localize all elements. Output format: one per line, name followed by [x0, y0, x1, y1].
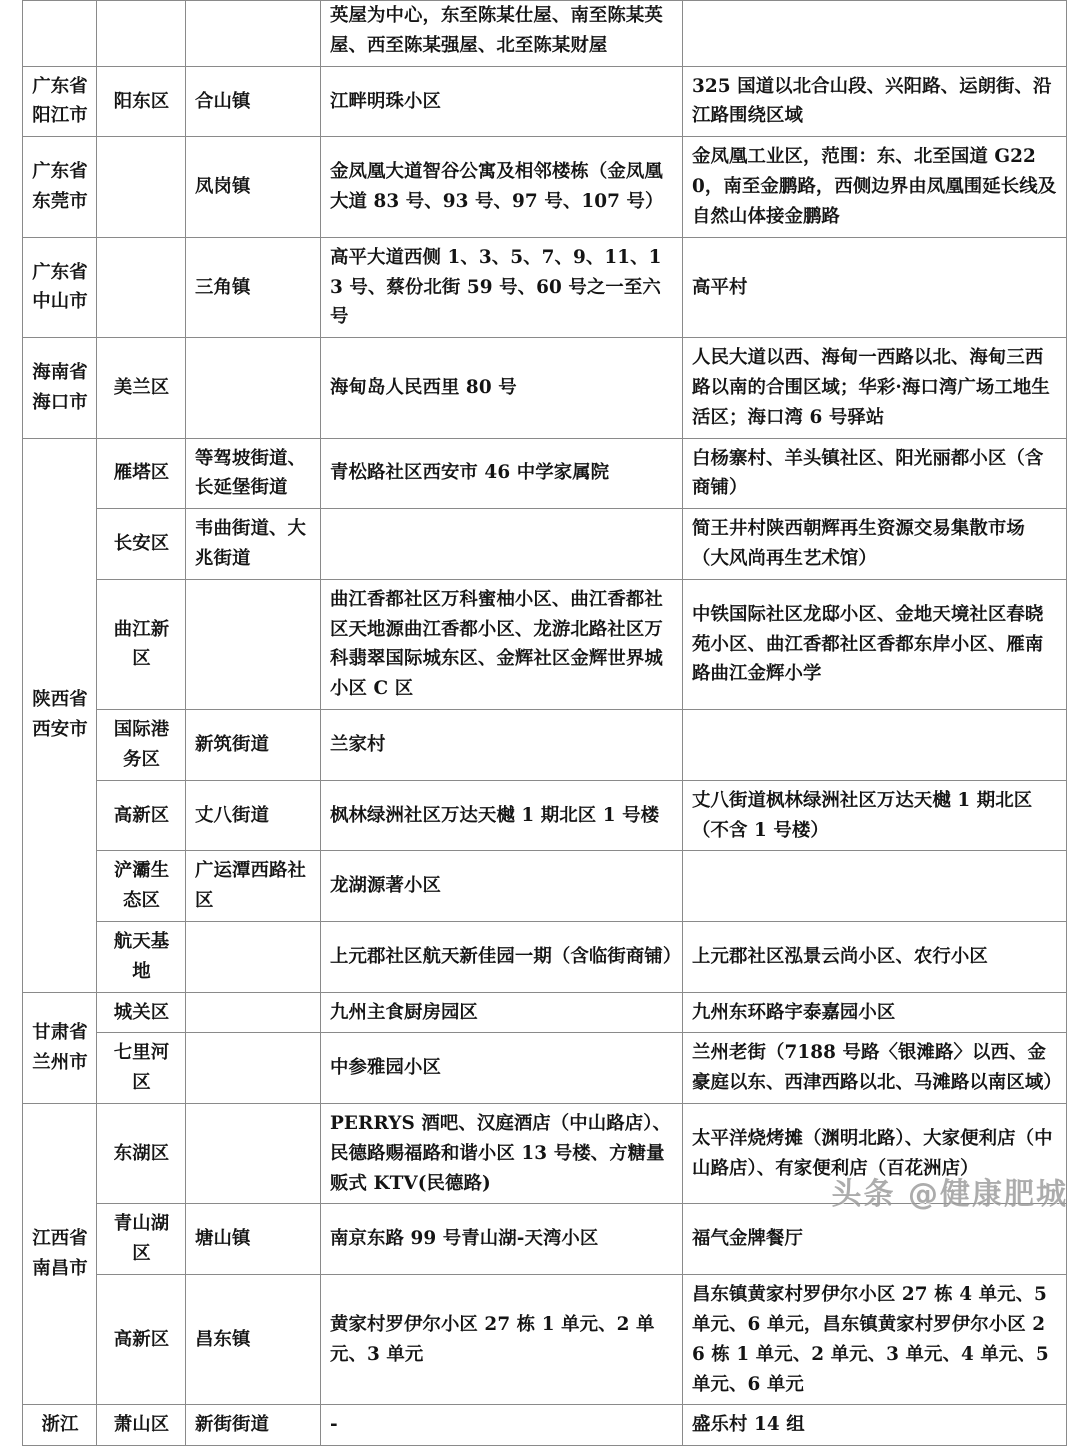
cell-province: 广东省中山市: [23, 237, 97, 337]
cell-street: [186, 992, 321, 1033]
cell-low-risk: 福气金牌餐厅: [683, 1204, 1067, 1275]
cell-district: 美兰区: [97, 338, 186, 438]
cell-high-risk: 龙湖源著小区: [321, 851, 683, 922]
cell-province: 甘肃省兰州市: [23, 992, 97, 1103]
table-row: [23, 710, 1067, 781]
cell-street: 三角镇: [186, 237, 321, 337]
cell-district: 浐灞生态区: [97, 851, 186, 922]
cell-low-risk: 人民大道以西、海甸一西路以北、海甸三西路以南的合围区域；华彩·海口湾广场工地生活区；海口湾 6 号驿站: [683, 338, 1067, 438]
cell-low-risk: 中铁国际社区龙邸小区、金地天境社区春晓苑小区、曲江香都社区香都东岸小区、雁南路曲江金辉小学: [683, 579, 1067, 709]
table-row: [23, 780, 1067, 851]
cell-low-risk: 325 国道以北合山段、兴阳路、运朗街、沿江路围绕区域: [683, 66, 1067, 137]
cell-street: 韦曲街道、大兆街道: [186, 509, 321, 580]
table-row: [23, 1275, 1067, 1405]
cell-district: 航天基地: [97, 921, 186, 992]
cell-low-risk: 昌东镇黄家村罗伊尔小区 27 栋 4 单元、5 单元、6 单元，昌东镇黄家村罗伊尔小区 26 栋 1 单元、2 单元、3 单元、4 单元、5 单元、6 单元: [683, 1275, 1067, 1405]
cell-district: 曲江新区: [97, 579, 186, 709]
cell-district: 长安区: [97, 509, 186, 580]
table-row: [23, 237, 1067, 337]
cell-low-risk: 盛乐村 14 组: [683, 1405, 1067, 1446]
cell-province: 广东省东莞市: [23, 137, 97, 237]
watermark: 头条 @健康肥城: [831, 1177, 1068, 1212]
cell-street: 塘山镇: [186, 1204, 321, 1275]
table-row: [23, 851, 1067, 922]
cell-street: [186, 1033, 321, 1104]
table-row: [23, 137, 1067, 237]
cell-high-risk: 海甸岛人民西里 80 号: [321, 338, 683, 438]
table-row: [23, 1033, 1067, 1104]
table-row: [23, 338, 1067, 438]
cell-high-risk: PERRYS 酒吧、汉庭酒店（中山路店）、民德路赐福路和谐小区 13 号楼、方糖量贩式 KTV(民德路): [321, 1104, 683, 1204]
cell-high-risk: 青松路社区西安市 46 中学家属院: [321, 438, 683, 509]
cell-street: [186, 921, 321, 992]
cell-district: 萧山区: [97, 1405, 186, 1446]
table-row: [23, 66, 1067, 137]
table-row: [23, 992, 1067, 1033]
cell-low-risk: 兰州老街（7188 号路〈银滩路〉以西、金豪庭以东、西津西路以北、马滩路以南区域）: [683, 1033, 1067, 1104]
cell-high-risk: 中参雅园小区: [321, 1033, 683, 1104]
cell-low-risk: 白杨寨村、羊头镇社区、阳光丽都小区（含商铺）: [683, 438, 1067, 509]
cell-high-risk: [321, 509, 683, 580]
cell-street: 等驾坡街道、长延堡街道: [186, 438, 321, 509]
cell-low-risk: 高平村: [683, 237, 1067, 337]
cell-low-risk: 丈八街道枫林绿洲社区万达天樾 1 期北区（不含 1 号楼）: [683, 780, 1067, 851]
cell-district: [97, 1, 186, 67]
cell-low-risk: 简王井村陕西朝辉再生资源交易集散市场（大风尚再生艺术馆）: [683, 509, 1067, 580]
cell-high-risk: 南京东路 99 号青山湖-天湾小区: [321, 1204, 683, 1275]
cell-low-risk: [683, 710, 1067, 781]
table-row: [23, 921, 1067, 992]
table-row: [23, 579, 1067, 709]
cell-street: 合山镇: [186, 66, 321, 137]
cell-district: 阳东区: [97, 66, 186, 137]
cell-province: 海南省海口市: [23, 338, 97, 438]
table-row: [23, 509, 1067, 580]
risk-area-table: [22, 0, 1067, 1446]
cell-low-risk: 太平洋烧烤摊（渊明北路）、大家便利店（中山路店）、有家便利店（百花洲店）: [683, 1104, 1067, 1204]
cell-street: [186, 579, 321, 709]
cell-district: 青山湖区: [97, 1204, 186, 1275]
cell-low-risk: 金凤凰工业区，范围：东、北至国道 G220，南至金鹏路，西侧边界由凤凰围延长线及自然山体接金鹏路: [683, 137, 1067, 237]
table-body: [23, 1, 1067, 1446]
cell-district: [97, 137, 186, 237]
cell-street: 丈八街道: [186, 780, 321, 851]
cell-high-risk: 兰家村: [321, 710, 683, 781]
cell-street: [186, 1, 321, 67]
cell-high-risk: 上元郡社区航天新佳园一期（含临街商铺）: [321, 921, 683, 992]
cell-province: 广东省阳江市: [23, 66, 97, 137]
cell-high-risk: 枫林绿洲社区万达天樾 1 期北区 1 号楼: [321, 780, 683, 851]
cell-province: 陕西省西安市: [23, 438, 97, 992]
cell-high-risk: 九州主食厨房园区: [321, 992, 683, 1033]
cell-district: 东湖区: [97, 1104, 186, 1204]
cell-street: [186, 338, 321, 438]
cell-district: 国际港务区: [97, 710, 186, 781]
table-row: [23, 1405, 1067, 1446]
cell-low-risk: [683, 1, 1067, 67]
cell-district: [97, 237, 186, 337]
cell-province: 浙江: [23, 1405, 97, 1446]
cell-low-risk: 上元郡社区泓景云尚小区、农行小区: [683, 921, 1067, 992]
cell-district: 城关区: [97, 992, 186, 1033]
cell-street: 昌东镇: [186, 1275, 321, 1405]
risk-area-sheet: [22, 0, 1066, 1446]
cell-province: [23, 1, 97, 67]
cell-high-risk: -: [321, 1405, 683, 1446]
cell-low-risk: [683, 851, 1067, 922]
table-row: [23, 1104, 1067, 1204]
cell-street: 广运潭西路社区: [186, 851, 321, 922]
cell-high-risk: 英屋为中心，东至陈某仕屋、南至陈某英屋、西至陈某强屋、北至陈某财屋: [321, 1, 683, 67]
table-row: [23, 1204, 1067, 1275]
cell-high-risk: 金凤凰大道智谷公寓及相邻楼栋（金凤凰大道 83 号、93 号、97 号、107 号）: [321, 137, 683, 237]
cell-street: 新街街道: [186, 1405, 321, 1446]
cell-street: 新筑街道: [186, 710, 321, 781]
table-row: [23, 438, 1067, 509]
cell-district: 高新区: [97, 1275, 186, 1405]
cell-province: 江西省南昌市: [23, 1104, 97, 1405]
cell-district: 雁塔区: [97, 438, 186, 509]
cell-district: 高新区: [97, 780, 186, 851]
cell-street: 凤岗镇: [186, 137, 321, 237]
cell-street: [186, 1104, 321, 1204]
cell-district: 七里河区: [97, 1033, 186, 1104]
cell-high-risk: 黄家村罗伊尔小区 27 栋 1 单元、2 单元、3 单元: [321, 1275, 683, 1405]
table-row: [23, 1, 1067, 67]
cell-high-risk: 高平大道西侧 1、3、5、7、9、11、13 号、蔡份北街 59 号、60 号之一至六号: [321, 237, 683, 337]
cell-high-risk: 江畔明珠小区: [321, 66, 683, 137]
cell-low-risk: 九州东环路宇泰嘉园小区: [683, 992, 1067, 1033]
cell-high-risk: 曲江香都社区万科蜜柚小区、曲江香都社区天地源曲江香都小区、龙游北路社区万科翡翠国际城东区、金辉社区金辉世界城小区 C 区: [321, 579, 683, 709]
